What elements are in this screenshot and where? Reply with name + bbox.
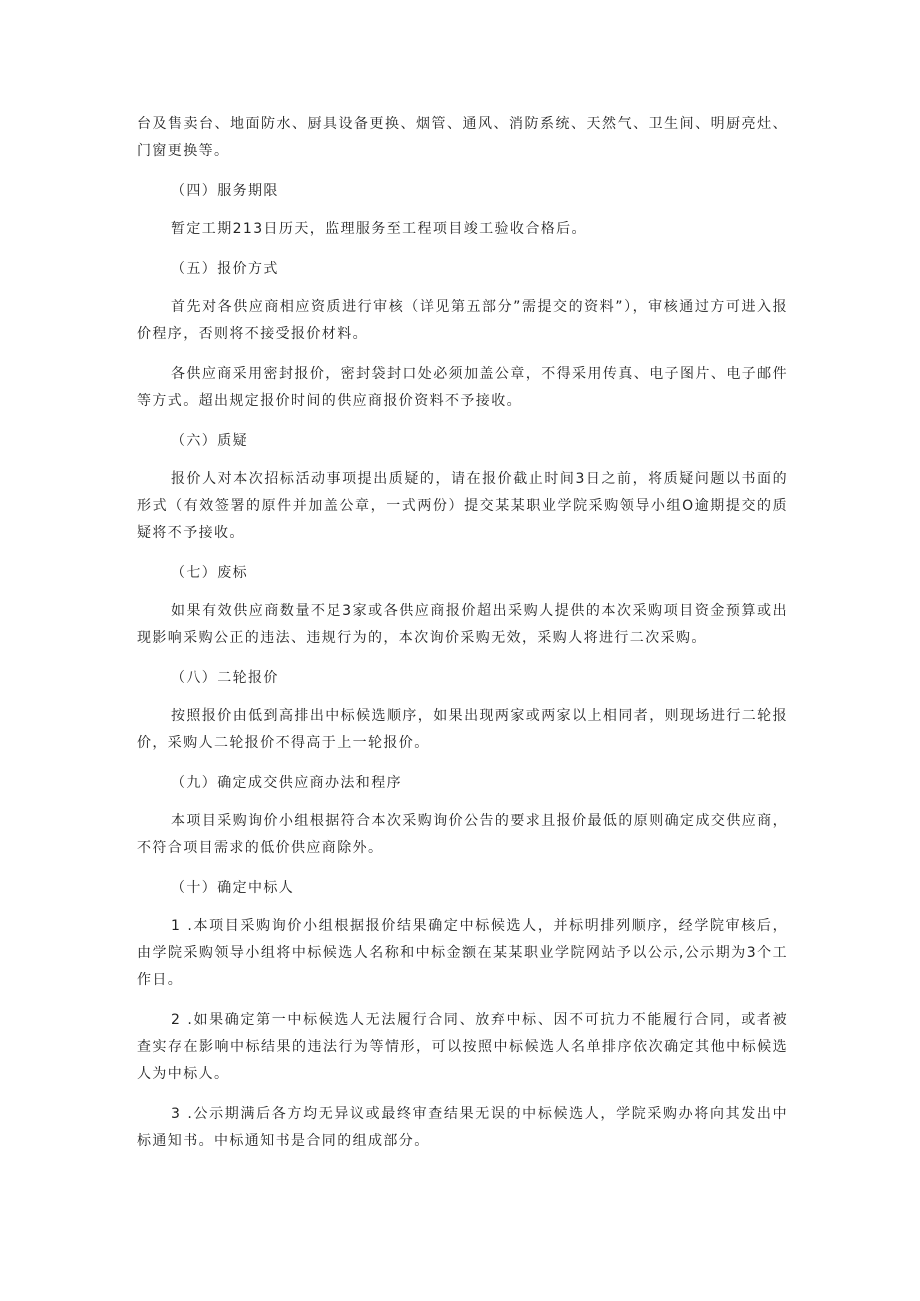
quotation-method-paragraph-1: 首先对各供应商相应资质进行审核（详见第五部分”需提交的资料”），审核通过方可进入报价程序，否则将不接受报价材料。 (137, 299, 788, 342)
winning-bidder-item-1: 1 .本项目采购询价小组根据报价结果确定中标候选人，并标明排列顺序，经学院审核后，由学院采购领导小组将中标候选人名称和中标金额在某某职业学院网站予以公示,公示期为3个工作日。 (137, 918, 788, 988)
section-heading-winning-bidder: （十）确定中标人 (171, 880, 295, 896)
section-heading-second-round: （八）二轮报价 (171, 670, 279, 686)
winning-bidder-item-3: 3 .公示期满后各方均无异议或最终审查结果无误的中标候选人，学院采购办将向其发出中标通知书。中标通知书是合同的组成部分。 (137, 1106, 788, 1149)
section-heading-quotation-method: （五）报价方式 (171, 261, 279, 277)
supplier-method-paragraph: 本项目采购询价小组根据符合本次采购询价公告的要求且报价最低的原则确定成交供应商，不符合项目需求的低价供应商除外。 (137, 813, 788, 856)
section-heading-invalid-bid: （七）废标 (171, 565, 248, 581)
second-round-paragraph: 按照报价由低到高排出中标候选顺序，如果出现两家或两家以上相同者，则现场进行二轮报价，采购人二轮报价不得高于上一轮报价。 (137, 708, 788, 751)
section-heading-query: （六）质疑 (171, 433, 248, 449)
section-heading-service-period: （四）服务期限 (171, 183, 279, 199)
service-period-paragraph: 暂定工期213日历天，监理服务至工程项目竣工验收合格后。 (171, 221, 587, 237)
intro-paragraph: 台及售卖台、地面防水、厨具设备更换、烟管、通风、消防系统、天然气、卫生间、明厨亮灶、门窗更换等。 (137, 116, 788, 159)
winning-bidder-item-2: 2 .如果确定第一中标候选人无法履行合同、放弃中标、因不可抗力不能履行合同，或者被查实存在影响中标结果的违法行为等情形，可以按照中标候选人名单排序依次确定其他中标候选人为中标人。 (137, 1012, 788, 1082)
query-paragraph: 报价人对本次招标活动事项提出质疑的，请在报价截止时间3日之前，将质疑问题以书面的形式（有效签署的原件并加盖公章，一式两份）提交某某职业学院采购领导小组O逾期提交的质疑将不予接收。 (137, 471, 788, 541)
quotation-method-paragraph-2: 各供应商采用密封报价，密封袋封口处必须加盖公章，不得采用传真、电子图片、电子邮件等方式。超出规定报价时间的供应商报价资料不予接收。 (137, 366, 788, 409)
invalid-bid-paragraph: 如果有效供应商数量不足3家或各供应商报价超出采购人提供的本次采购项目资金预算或出现影响采购公正的违法、违规行为的，本次询价采购无效，采购人将进行二次采购。 (137, 603, 788, 646)
section-heading-supplier-method: （九）确定成交供应商办法和程序 (171, 775, 402, 791)
